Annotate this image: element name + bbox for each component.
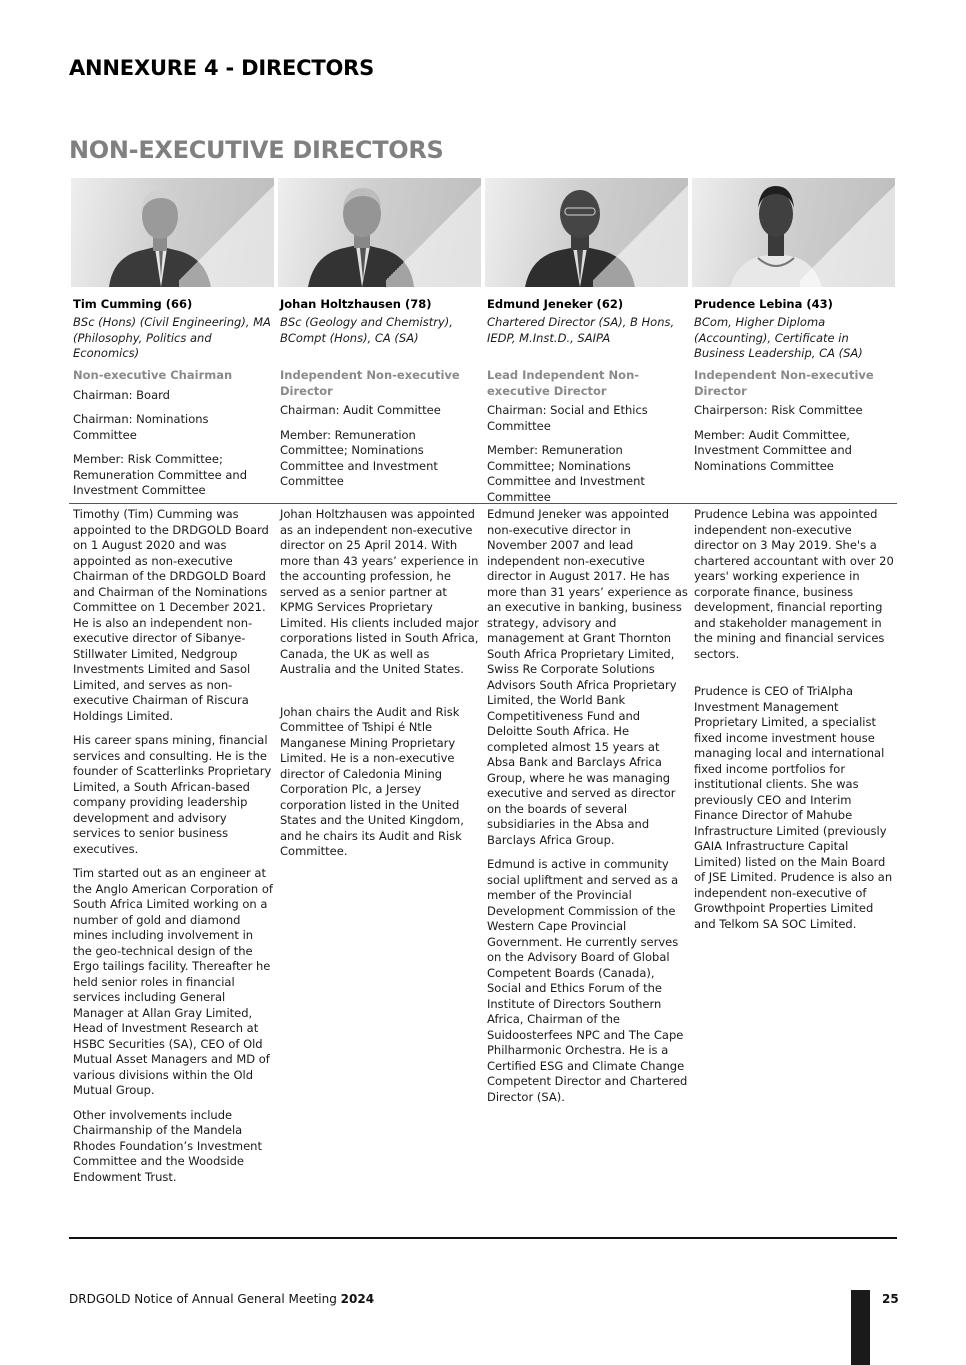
director-role: Chairman: Board [73,387,170,402]
director-column [69,178,276,1194]
director-role: Member: Remuneration Committee; Nominations Committee and Investment Committee [487,443,645,504]
director-column [690,178,897,1194]
director-bio-paragraph: Johan Holtzhausen was appointed as an independent non-executive director on 25 April 2014. With more than 43 years’ experience in the accounting profession, he served as a senior partner at KPMG Services Proprietary Limited. His clients included major corporations listed in South Africa, Canada, the UK as well as Australia and the United States. [280,507,479,676]
director-qualifications: BSc (Geology and Chemistry), BCompt (Hons), CA (SA) [280,315,453,345]
footer-text: DRDGOLD Notice of Annual General Meeting [69,1292,341,1306]
page-marker-bar [851,1290,870,1365]
director-role: Chairman: Nominations Committee [73,412,209,442]
director-bio-paragraph: Tim started out as an engineer at the Anglo American Corporation of South Africa Limited working on a number of gold and diamond mines including involvement in the geo-technical design of the Ergo tailings facility. Thereafter he held senior roles in financial services including General Manager at Allan Gray Limited, Head of Investment Research at HSBC Securities (SA), CEO of Old Mutual Asset Managers and MD of various divisions within the Old Mutual Group. [73,866,273,1097]
director-bio-paragraph: Timothy (Tim) Cumming was appointed to the DRDGOLD Board on 1 August 2020 and was appointed as non-executive Chairman of the DRDGOLD Board and Chairman of the Nominations Committee on 1 December 2021. He is also an independent non-executive director of Sibanye-Stillwater Limited, Nedgroup Investments Limited and Sasol Limited, and serves as non-executive Chairman of Riscura Holdings Limited. [73,507,269,723]
director-column [483,178,690,1194]
director-bio-paragraph: Edmund Jeneker was appointed non-executive director in November 2007 and lead independent non-executive director in August 2017. He has more than 31 years’ experience as an executive in banking, business strategy, advisory and management at Grant Thornton South Africa Proprietary Limited, Swiss Re Corporate Solutions Advisors South Africa Proprietary Limited, the World Bank Competitiveness Fund and Deloitte South Africa. He completed almost 15 years at Absa Bank and Barclays Africa Group, where he was managing executive and served as director on the boards of several subsidiaries in the Absa and Barclays Africa Group. [487,507,688,847]
director-name: Prudence Lebina (43) [694,297,833,311]
annexure-title: ANNEXURE 4 - DIRECTORS [69,56,375,80]
director-name: Johan Holtzhausen (78) [280,297,432,311]
director-role: Chairman: Audit Committee [280,403,441,417]
director-qualifications: BCom, Higher Diploma (Accounting), Certificate in Business Leadership, CA (SA) [694,315,863,360]
director-role: Chairperson: Risk Committee [694,403,863,417]
director-name: Edmund Jeneker (62) [487,297,624,311]
footer-year: 2024 [340,1292,375,1306]
bottom-divider [69,1237,897,1239]
director-photo [278,178,481,287]
director-role: Member: Remuneration Committee; Nominations Committee and Investment Committee [280,427,438,488]
section-title: NON-EXECUTIVE DIRECTORS [69,136,444,164]
director-bio-paragraph: Prudence Lebina was appointed independent non-executive director on 3 May 2019. She's a chartered accountant with over 20 years' working experience in corporate finance, business development, financial reporting and stakeholder management in the mining and financial services sectors. [694,507,894,661]
director-bio-paragraph: Prudence is CEO of TriAlpha Investment Management Proprietary Limited, a specialist fixed income investment house managing local and international fixed income portfolios for institutional clients. She was previously CEO and Interim Finance Director of Mahube Infrastructure Limited (previously GAIA Infrastructure Capital Limited) listed on the Main Board of JSE Limited. Prudence is also an independent non-executive of Growthpoint Properties Limited and Telkom SA SOC Limited. [694,684,893,931]
director-role-title: Non-executive Chairman [73,368,233,382]
director-bio-paragraph: His career spans mining, financial services and consulting. He is the founder of Scatterlinks Proprietary Limited, a South African-based company providing leadership development and advisory services to senior business executives. [73,733,272,856]
director-bio-paragraph: Other involvements include Chairmanship of the Mandela Rhodes Foundation’s Investment Committee and the Woodside Endowment Trust. [73,1107,262,1184]
director-qualifications: Chartered Director (SA), B Hons, IEDP, M.Inst.D., SAIPA [487,315,675,345]
director-role: Chairman: Social and Ethics Committee [487,403,648,433]
section-divider [69,503,897,504]
director-photo [692,178,895,287]
director-role: Member: Audit Committee, Investment Committee and Nominations Committee [694,427,852,473]
directors-grid [69,178,897,1194]
director-photo [485,178,688,287]
director-bio-paragraph: Edmund is active in community social upliftment and served as a member of the Provincial Development Commission of the Western Cape Provincial Government. He currently serves on the Advisory Board of Global Competent Boards (Canada), Social and Ethics Forum of the Institute of Directors Southern Africa, Chairman of the Suidoosterfees NPC and The Cape Philharmonic Orchestra. He is a Certified ESG and Climate Change Competent Director and Chartered Director (SA). [487,857,688,1104]
director-role-title: Independent Non-executive Director [280,368,460,398]
director-photo [71,178,274,287]
director-bio-paragraph: Johan chairs the Audit and Risk Committee of Tshipi é Ntle Manganese Mining Proprietary Limited. He is a non-executive director of Caledonia Mining Corporation Plc, a Jersey corporation listed in the United States and the United Kingdom, and he chairs its Audit and Risk Committee. [280,704,464,858]
director-role-title: Lead Independent Non-executive Director [487,368,640,398]
director-name: Tim Cumming (66) [73,297,193,311]
director-qualifications: BSc (Hons) (Civil Engineering), MA (Philosophy, Politics and Economics) [73,315,271,360]
page-footer [69,1292,374,1306]
page-number: 25 [882,1292,899,1306]
director-role: Member: Risk Committee; Remuneration Committee and Investment Committee [73,452,247,497]
director-column [276,178,483,1194]
director-role-title: Independent Non-executive Director [694,368,874,398]
